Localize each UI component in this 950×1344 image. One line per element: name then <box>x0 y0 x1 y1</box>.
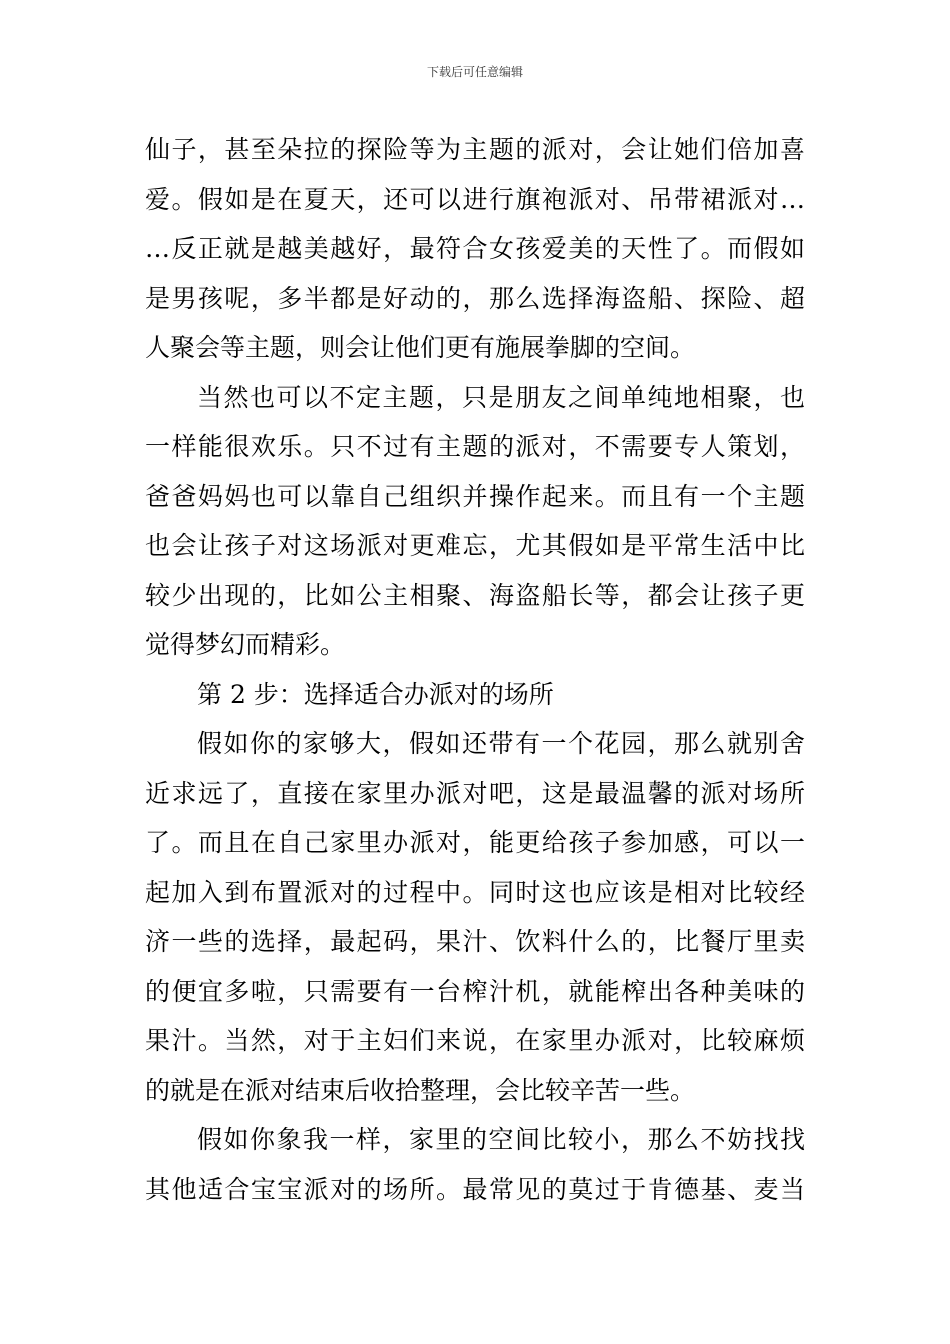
text-line: 起加入到布置派对的过程中。同时这也应该是相对比较经 <box>145 878 805 907</box>
text-line: 济一些的选择，最起码，果汁、饮料什么的，比餐厅里卖 <box>145 927 805 956</box>
text-line: 较少出现的，比如公主相聚、海盗船长等，都会让孩子更 <box>145 581 805 610</box>
text-line: 一样能很欢乐。只不过有主题的派对，不需要专人策划， <box>145 432 805 461</box>
step-heading: 第 2 步：选择适合办派对的场所 <box>197 680 554 709</box>
text-line: 的就是在派对结束后收拾整理，会比较辛苦一些。 <box>145 1076 696 1105</box>
text-line: 觉得梦幻而精彩。 <box>145 630 346 659</box>
text-line: 仙子，甚至朵拉的探险等为主题的派对，会让她们倍加喜 <box>145 135 805 164</box>
paragraph-first-line: 假如你象我一样，家里的空间比较小，那么不妨找找 <box>197 1125 805 1154</box>
paragraph-first-line: 当然也可以不定主题，只是朋友之间单纯地相聚，也 <box>197 383 805 412</box>
text-line: 果汁。当然，对于主妇们来说，在家里办派对，比较麻烦 <box>145 1026 805 1055</box>
text-line: 的便宜多啦，只需要有一台榨汁机，就能榨出各种美味的 <box>145 977 805 1006</box>
text-line: …反正就是越美越好，最符合女孩爱美的天性了。而假如 <box>145 234 805 263</box>
text-line: 近求远了，直接在家里办派对吧，这是最温馨的派对场所 <box>145 779 805 808</box>
text-line: 是男孩呢，多半都是好动的，那么选择海盗船、探险、超 <box>145 284 805 313</box>
paragraph-first-line: 假如你的家够大，假如还带有一个花园，那么就别舍 <box>197 729 805 758</box>
page-header-note: 下载后可任意编辑 <box>426 65 523 79</box>
text-line: 也会让孩子对这场派对更难忘，尤其假如是平常生活中比 <box>145 531 805 560</box>
text-line: 其他适合宝宝派对的场所。最常见的莫过于肯德基、麦当 <box>145 1175 805 1204</box>
text-line: 爸爸妈妈也可以靠自己组织并操作起来。而且有一个主题 <box>145 482 805 511</box>
text-line: 了。而且在自己家里办派对，能更给孩子参加感，可以一 <box>145 828 805 857</box>
text-line: 人聚会等主题，则会让他们更有施展拳脚的空间。 <box>145 333 696 362</box>
text-line: 爱。假如是在夏天，还可以进行旗袍派对、吊带裙派对… <box>145 185 805 214</box>
